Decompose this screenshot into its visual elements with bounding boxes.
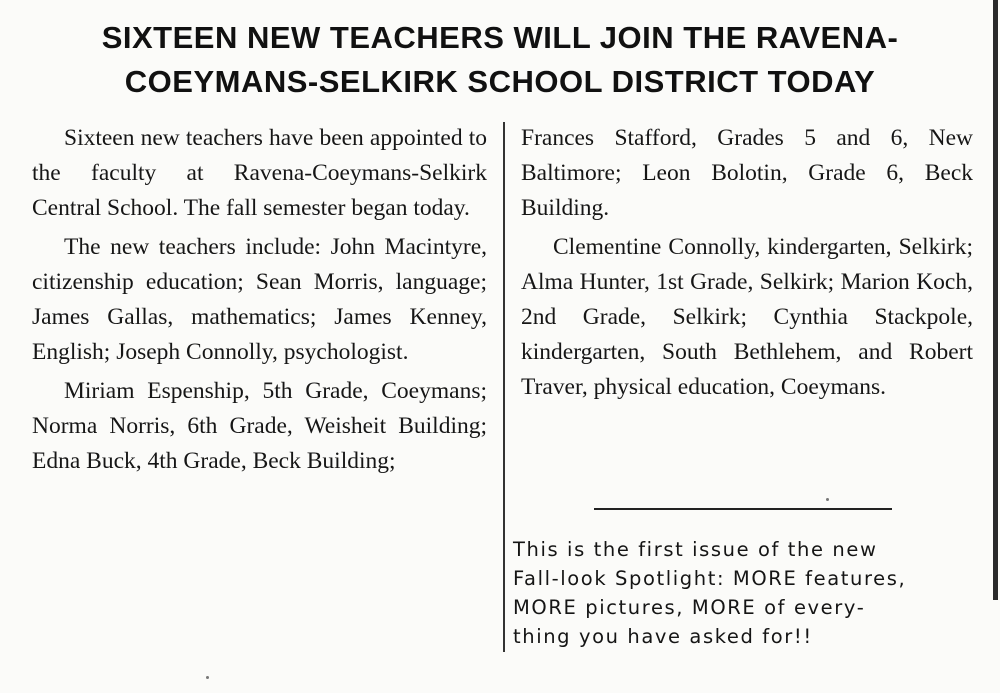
headline-line-1: SIXTEEN NEW TEACHERS WILL JOIN THE RAVENA-: [101, 20, 899, 55]
article-paragraph-kindergarten: Clementine Connolly, kindergarten, Selkirk; Alma Hunter, 1st Grade, Selkirk; Marion Koch, 2nd Grade, Selkirk; Cynthia Stackpole, kindergarten, South Bethlehem, and Robert Traver, physical education, Coeymans.: [521, 234, 973, 400]
headline-line-2: COEYMANS-SELKIRK SCHOOL DISTRICT TODAY: [124, 64, 876, 99]
article-paragraph-intro: Sixteen new teachers have been appointed to the faculty at Ravena-Coeymans-Selkirk Central School. The fall semester began today.: [32, 125, 487, 221]
headline: [40, 16, 960, 104]
promo-line-4: thing you have asked for!!: [513, 625, 813, 648]
article-column-right: [521, 121, 973, 409]
article-paragraph-grades: Miriam Espenship, 5th Grade, Coeymans; Norma Norris, 6th Grade, Weisheit Building; Edna Buck, 4th Grade, Beck Building;: [32, 378, 487, 474]
article-paragraph-teachers: The new teachers include: John Macintyre, citizenship education; Sean Morris, language; James Gallas, mathematics; James Kenney, English; Joseph Connolly, psychologist.: [32, 234, 487, 365]
promo-notice: [513, 535, 983, 651]
article-column-left: [32, 121, 487, 483]
promo-line-1: This is the first issue of the new: [513, 538, 878, 561]
column-divider: [503, 122, 505, 652]
article-paragraph-continuation: Frances Stafford, Grades 5 and 6, New Baltimore; Leon Bolotin, Grade 6, Beck Building.: [521, 125, 973, 221]
print-speck: [826, 498, 829, 501]
print-speck: [206, 676, 209, 679]
promo-line-3: MORE pictures, MORE of every-: [513, 596, 866, 619]
promo-line-2: Fall-look Spotlight: MORE features,: [513, 567, 907, 590]
section-rule: [594, 508, 892, 510]
scan-edge-shadow: [993, 0, 998, 600]
